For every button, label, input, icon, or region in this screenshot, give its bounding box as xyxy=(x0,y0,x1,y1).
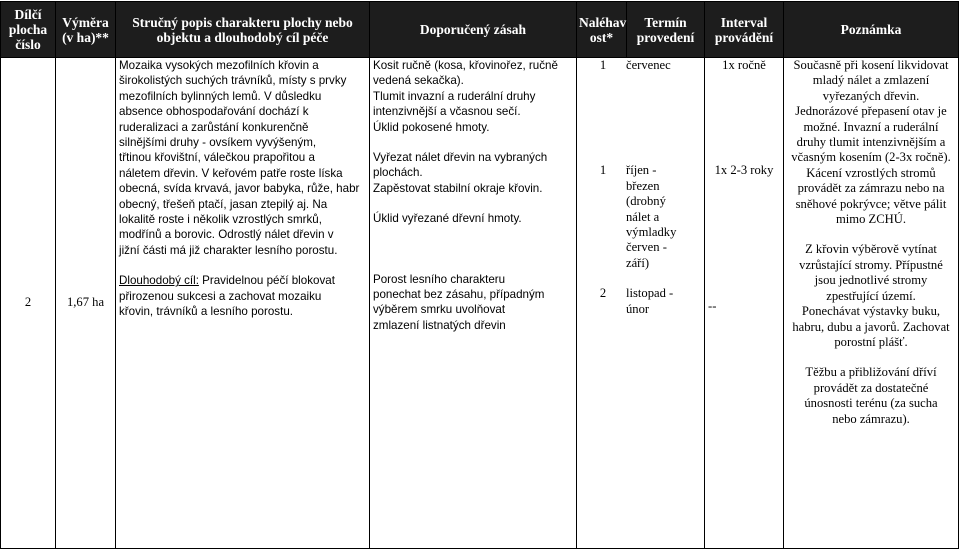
table-row xyxy=(1,58,959,549)
cell-interval: 1x ročně 1x 2-3 roky -- xyxy=(705,58,784,549)
termin-2: 1 říjen - březen (drobný nálet a výmladky červen - září) xyxy=(599,163,677,270)
poznamka-kaceni: Kácení vzrostlých stromů provádět za zámrazu nebo na sněhové pokrývce; větve pálit mimo ZCHÚ. xyxy=(795,165,947,227)
cell-zasah xyxy=(370,58,577,549)
cell-poznamka xyxy=(784,58,959,549)
header-interval: Interval provádění xyxy=(705,2,784,58)
poznamka-kroviny: Z křovin výběrově vytínat vzrůstající stromy. Přípustné jsou jednotlivé stromy zpestřující území. xyxy=(799,242,943,303)
header-termin: Termín provedení xyxy=(627,2,705,58)
dlouhodoby-cil: Dlouhodobý cíl: Pravidelnou péčí blokovat přirozenou sukcesi a zachovat mozaiku křovin, trávníků a lesního porostu. xyxy=(119,274,335,319)
header-popis: Stručný popis charakteru plochy nebo objektu a dlouhodobý cíl péče xyxy=(116,2,370,58)
termin-1: 1 červenec xyxy=(599,58,671,72)
poznamka-vystavky: Ponechávat výstavky buku, habru, dubu a javorů. Zachovat porostní plášť. xyxy=(792,304,950,349)
cell-vymera: 1,67 ha xyxy=(56,58,116,549)
header-zasah: Doporučený zásah xyxy=(370,2,577,58)
popis-text: Mozaika vysokých mezofilních křovin a širokolistých suchých trávníků, místy s prvky mezofilních bylinných lemů. V důsledku absence obhospodařování dochází k ruderalizaci a zarůstání konkurenčně silnějšími druhy - ovsíkem vyvýšeným, třtinou křovištní, válečkou prapořitou a náletem dřevin. V keřovém patře roste líska obecná, svída krvavá, javor babyka, růže, habr obecný, třešeň ptačí, jasan ztepilý aj. Na lokalitě roste i několik vzrostlých smrků, modřínů a borovic. Odrostlý nálet dřevin v jižní části má již charakter lesního porostu. xyxy=(119,59,360,257)
header-vymera: Výměra (v ha)** xyxy=(56,2,116,58)
management-table xyxy=(0,1,959,549)
header-poznamka: Poznámka xyxy=(784,2,959,58)
header-row xyxy=(1,2,959,58)
zasah-les: Porost lesního charakteru ponechat bez zásahu, případným výběrem smrku uvolňovat zmlazení listnatých dřevin xyxy=(373,272,545,332)
cell-nalehavost-termin xyxy=(577,58,705,549)
poznamka-koseni: Současně při kosení likvidovat mladý nálet a zmlazení vyřezaných dřevin. Jednorázové přepasení otav je možné. Invazní a ruderální druhy tlumit intenzivnějším a včasným kosením (2-3x ročně). xyxy=(791,58,951,165)
termin-3: 2 listopad - únor xyxy=(599,286,674,316)
header-plocha: Dílčí plocha číslo xyxy=(1,2,56,58)
header-nalehavost: Naléhav ost* xyxy=(577,2,627,58)
cil-label: Dlouhodobý cíl: xyxy=(119,274,199,288)
zasah-vyrez: Vyřezat nálet dřevin na vybraných plochách. Zapěstovat stabilní okraje křovin. Úklid vyřezané dřevní hmoty. xyxy=(373,151,548,226)
zasah-koseni: Kosit ručně (kosa, křovinořez, ručně vedená sekačka). Tlumit invazní a ruderální druhy intenzivnější a včasnou sečí. Úklid pokosené hmoty. xyxy=(373,59,558,134)
cell-popis xyxy=(116,58,370,549)
poznamka-tezba: Těžbu a přibližování dříví provádět za dostatečné únosnosti terénu (za sucha nebo zámrazu). xyxy=(804,365,938,426)
cell-plocha: 2 xyxy=(1,58,56,549)
